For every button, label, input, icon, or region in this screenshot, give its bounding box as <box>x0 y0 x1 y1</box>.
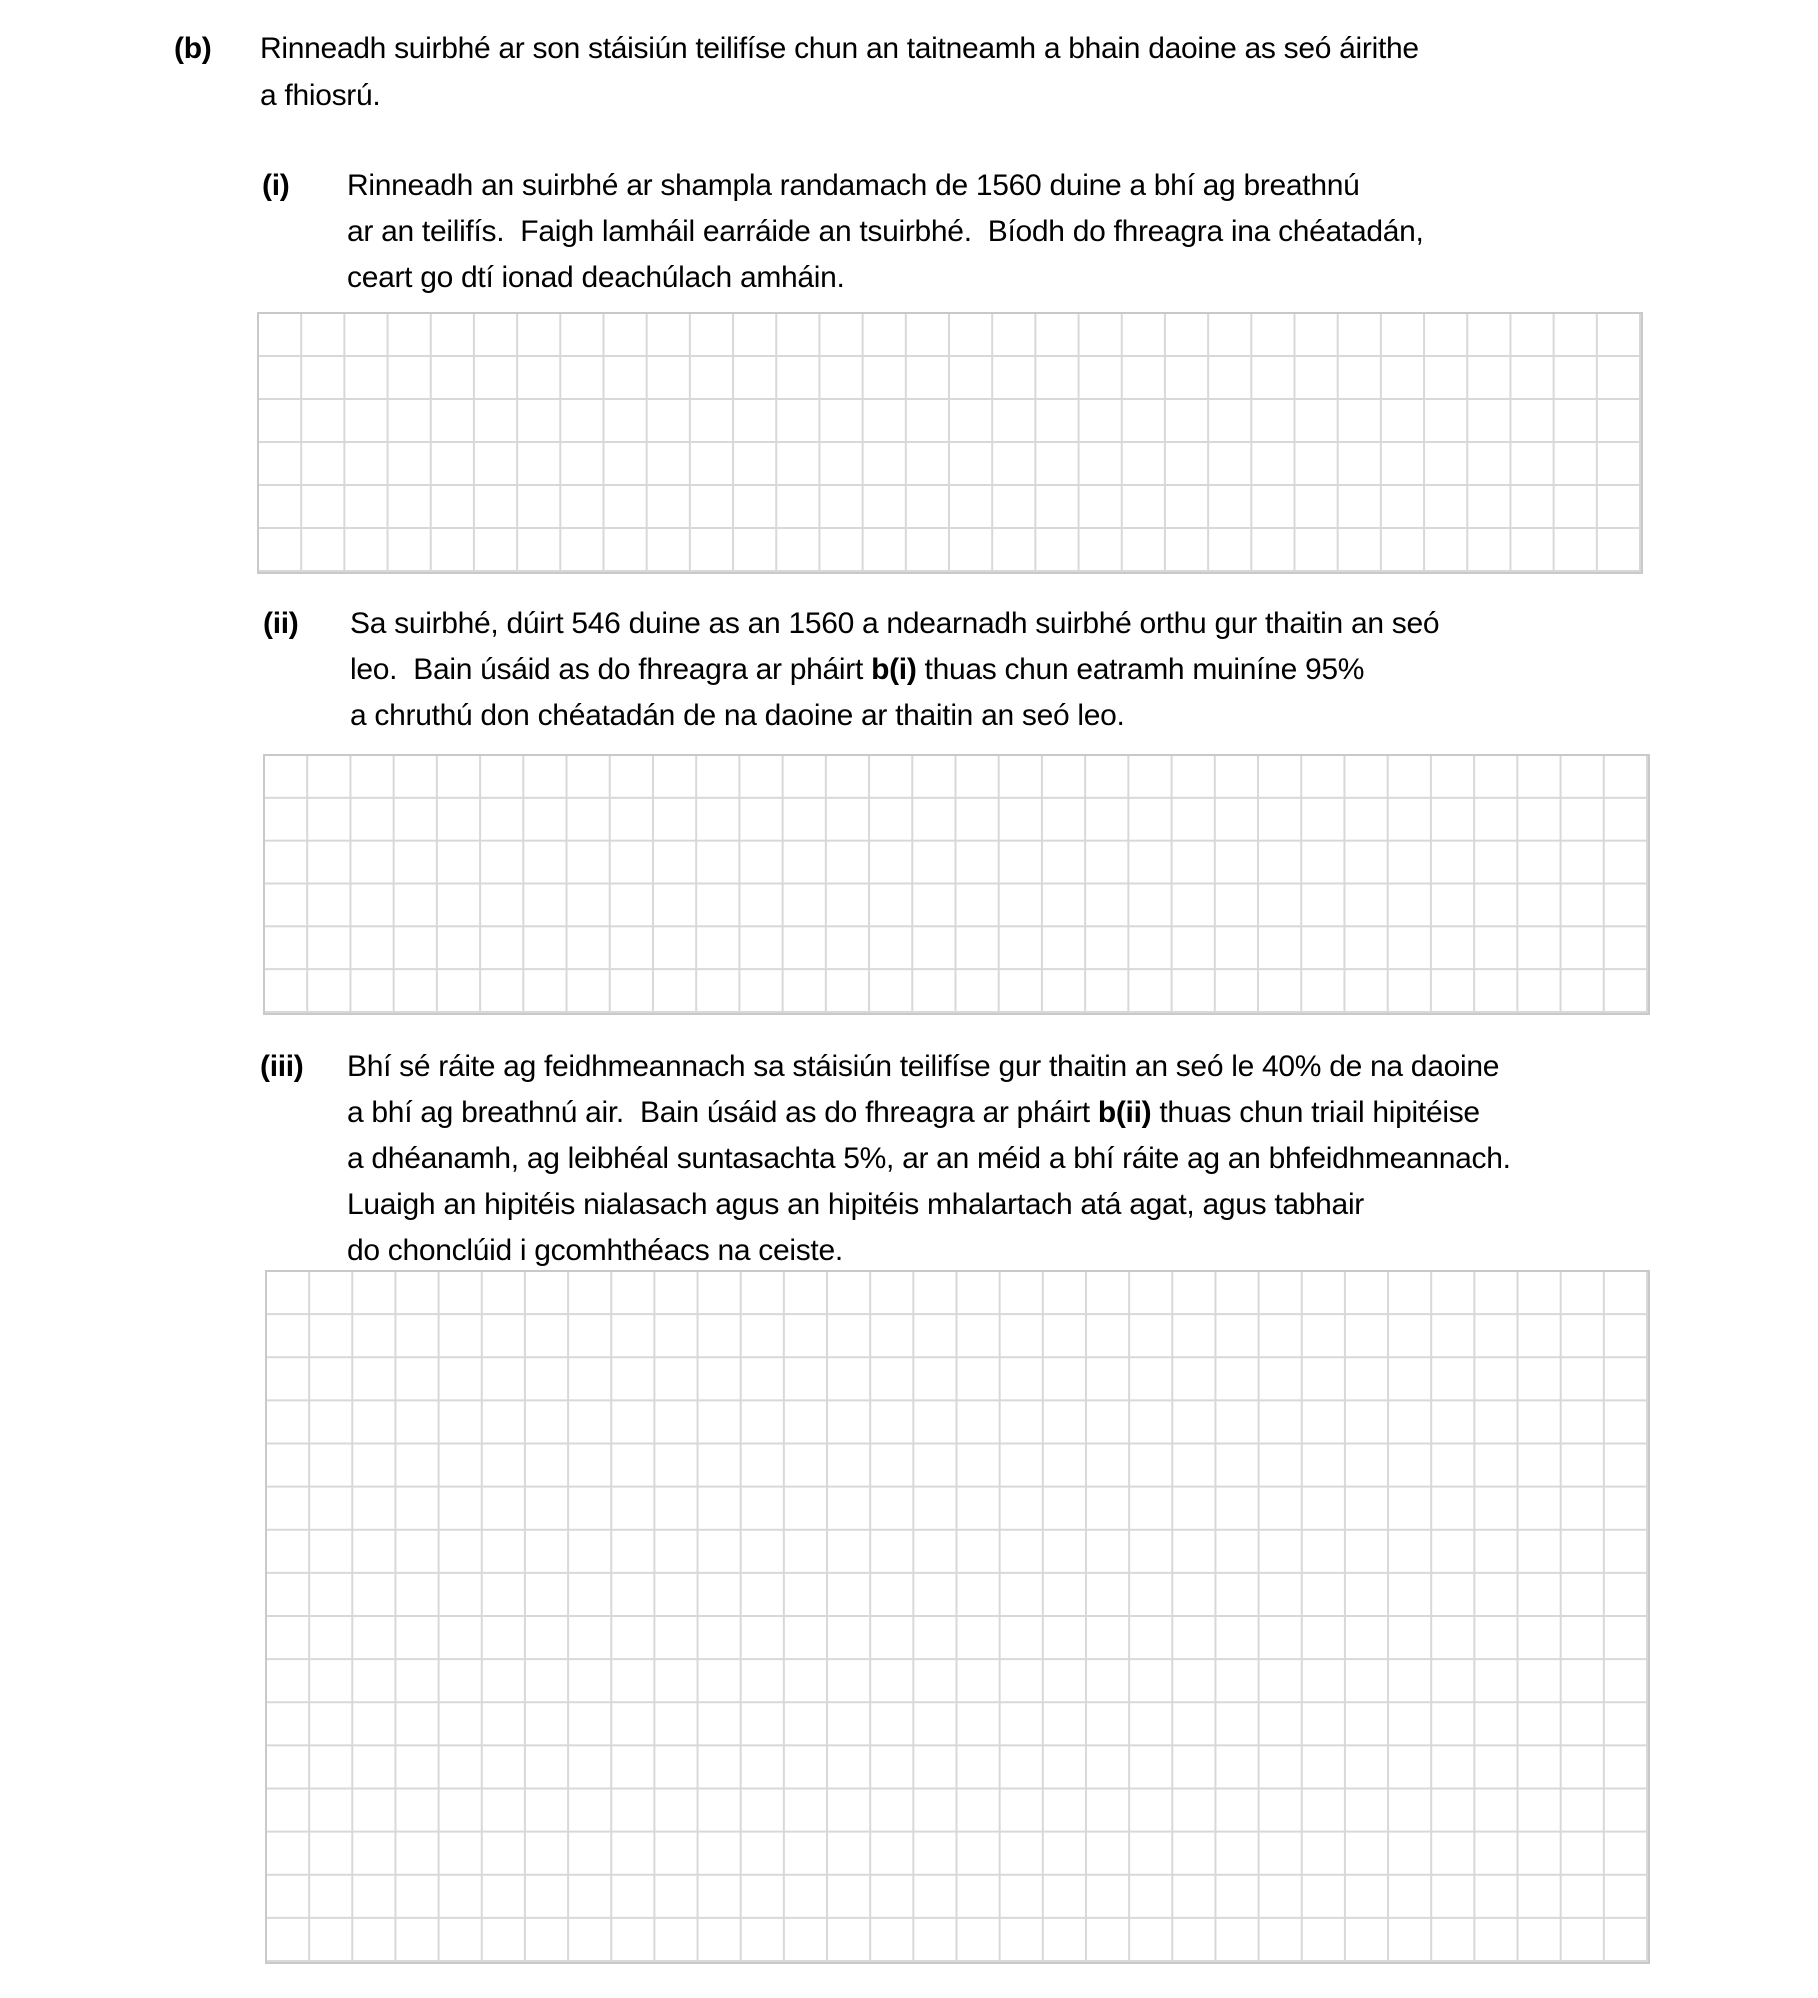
part-b-label: (b) <box>174 32 212 65</box>
text-segment: Luaigh an hipitéis nialasach agus an hipitéis mhalartach atá agat, agus tabhair <box>347 1188 1364 1221</box>
text-line <box>350 601 1439 647</box>
text-segment: leo. Bain úsáid as do fhreagra ar pháirt <box>350 653 872 686</box>
text-line <box>347 1044 1511 1090</box>
subquestion-i-text <box>347 163 1424 301</box>
text-segment: a dhéanamh, ag leibhéal suntasachta 5%, ar an méid a bhí ráite ag an bhfeidhmeannach. <box>347 1142 1511 1175</box>
text-segment: a chruthú don chéatadán de na daoine ar thaitin an seó leo. <box>350 699 1125 732</box>
text-line <box>347 1182 1511 1228</box>
text-segment: Rinneadh suirbhé ar son stáisiún teilifíse chun an taitneamh a bhain daoine as seó áirithe <box>260 32 1419 65</box>
answer-grid-iii <box>265 1270 1650 1964</box>
text-segment: do chonclúid i gcomhthéacs na ceiste. <box>347 1234 843 1267</box>
text-segment: ar an teilifís. Faigh lamháil earráide an tsuirbhé. Bíodh do fhreagra ina chéatadán, <box>347 215 1424 248</box>
text-line <box>347 255 1424 301</box>
subquestion-iii-text <box>347 1044 1511 1274</box>
bold-reference: b(ii) <box>1097 1096 1152 1129</box>
text-line <box>260 25 1419 72</box>
subquestion-i-label: (i) <box>262 169 290 202</box>
text-segment: Rinneadh an suirbhé ar shampla randamach de 1560 duine a bhí ag breathnú <box>347 169 1360 202</box>
subquestion-ii-label: (ii) <box>263 607 299 640</box>
answer-grid-i <box>257 312 1643 574</box>
text-line <box>260 72 1419 119</box>
text-segment: thuas chun eatramh muiníne 95% <box>916 653 1365 686</box>
text-line <box>347 1228 1511 1274</box>
answer-grid-ii <box>263 754 1650 1015</box>
text-line <box>350 693 1439 739</box>
text-line <box>347 163 1424 209</box>
text-line <box>347 1090 1511 1136</box>
subquestion-ii-text <box>350 601 1439 739</box>
text-line <box>347 1136 1511 1182</box>
subquestion-iii-label: (iii) <box>260 1050 304 1083</box>
text-segment: a bhí ag breathnú air. Bain úsáid as do fhreagra ar pháirt <box>347 1096 1098 1129</box>
bold-reference: b(i) <box>871 653 917 686</box>
text-segment: a fhiosrú. <box>260 79 381 112</box>
text-segment: Bhí sé ráite ag feidhmeannach sa stáisiún teilifíse gur thaitin an seó le 40% de na daoine <box>347 1050 1500 1083</box>
text-line <box>350 647 1439 693</box>
part-b-intro-text <box>260 25 1419 119</box>
text-line <box>347 209 1424 255</box>
text-segment: ceart go dtí ionad deachúlach amháin. <box>347 261 845 294</box>
text-segment: thuas chun triail hipitéise <box>1151 1096 1480 1129</box>
text-segment: Sa suirbhé, dúirt 546 duine as an 1560 a ndearnadh suirbhé orthu gur thaitin an seó <box>350 607 1440 640</box>
